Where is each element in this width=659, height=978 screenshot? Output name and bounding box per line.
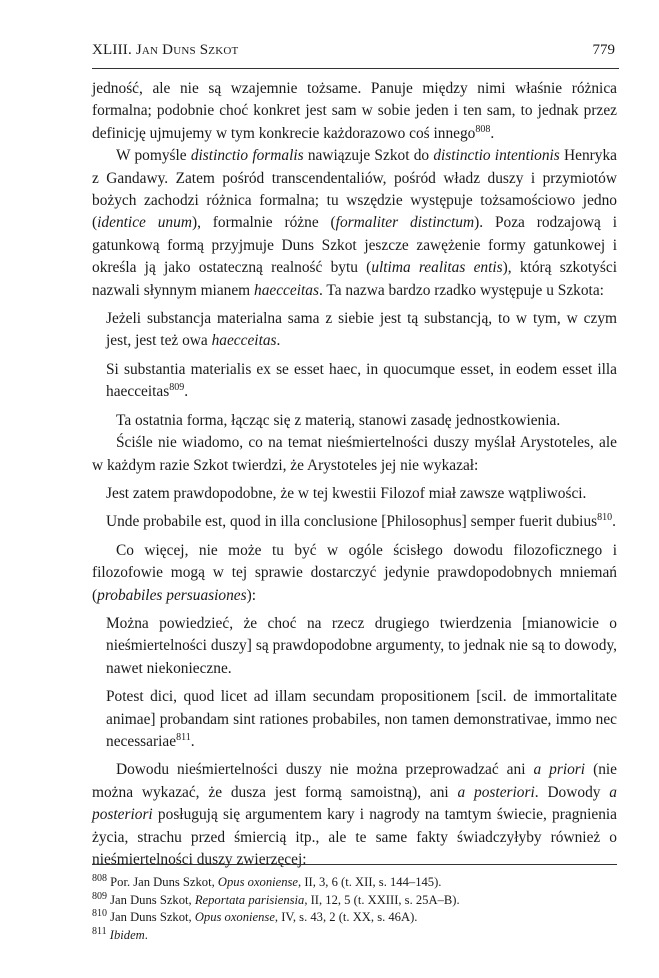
quote-polish: Jeżeli substancja materialna sama z siebie jest tą substancją, to w tym, w czym jest, jest też owa haecceitas.: [106, 310, 617, 350]
paragraph-6: Dowodu nieśmiertelności duszy nie można przeprowadzać ani a priori (nie można wykazać, że dusza jest formą samoistną), ani a posteriori. Dowody a posteriori posługują się argumentem kary i nagrody na tamtym świecie, pragnienia życia, strachu przed śmiercią itp., ale te same fakty świadczyłyby również o nieśmiertelności duszy zwierzęcej:: [92, 761, 617, 868]
running-head: XLIII. Jan Duns Szkot: [92, 42, 239, 58]
footnote-ref-808[interactable]: 808: [475, 123, 491, 135]
footnote-811: $^{811}$ Ibidem.: [92, 925, 148, 942]
footnotes: [92, 874, 617, 944]
footnote-810: $^{810}$ Jan Duns Szkot, Opus oxoniense, IV, s. 43, 2 (t. XX, s. 46A).: [92, 907, 418, 924]
quote-polish: Można powiedzieć, że choć na rzecz drugiego twierdzenia [mianowicie o nieśmiertelności duszy] są prawdopodobne argumenty, to jednak nie są to dowody, nawet niekonieczne.: [106, 614, 617, 677]
footnote-809: $^{809}$ Jan Duns Szkot, Reportata parisiensia, II, 12, 5 (t. XXIII, s. 25A–B).: [92, 890, 460, 907]
paragraph-5: Co więcej, nie może tu być w ogóle ścisłego dowodu filozoficznego i filozofowie mogą w tej sprawie dostarczyć jedynie prawdopodobnych mniemań (probabiles persuasiones):: [92, 541, 617, 604]
footnote-ref-809[interactable]: 809: [169, 382, 185, 394]
block-quote-1: [106, 308, 617, 404]
quote-latin: Unde probabile est, quod in illa conclusione [Philosophus] semper fuerit dubius$^{810}$.: [106, 512, 616, 531]
paragraph-3: Ta ostatnia forma, łącząc się z materią, stanowi zasadę jednostkowienia.: [116, 411, 561, 429]
paragraph-2: W pomyśle distinctio formalis nawiązuje Szkot do distinctio intentionis Henryka z Gandawy. Zatem pośród transcendentaliów, pośród władz duszy i przymiotów bożych zachodzi różnica formalna; tu wszędzie występuje tożsamościowo jedno (identice unum), formalnie różne (formaliter distinctum). Poza rodzajową i gatunkową formą przyjmuje Duns Szkot jeszcze zawężenie formy gatunkowej i określa ją jako ostateczną realność bytu (ultima realitas entis), którą szkotyści nazwali słynnym mianem haecceitas. Ta nazwa bardzo rzadko występuje u Szkota:: [92, 147, 618, 299]
quote-latin: Si substantia materialis ex se esset haec, in quocumque esset, in eodem esset illa haecceitas$^{809}$.: [106, 360, 617, 401]
page-header: [92, 38, 619, 69]
footnote-separator: [92, 864, 617, 865]
quote-latin: Potest dici, quod licet ad illam secundam propositionem [scil. de immortalitate animae] probandam sint rationes probabiles, non tamen demonstrativae, immo nec necessariae$^{811}$.: [106, 688, 617, 750]
paragraph-4: Ściśle nie wiadomo, co na temat nieśmiertelności duszy myślał Arystoteles, ale w każdym razie Szkot twierdzi, że Arystoteles jej nie wykazał:: [92, 434, 617, 474]
footnote-ref-810[interactable]: 810: [597, 512, 613, 524]
footnote-ref-811[interactable]: 811: [176, 731, 191, 743]
page-number: 779: [592, 42, 615, 58]
block-quote-3: [106, 613, 617, 753]
main-text: [92, 78, 617, 871]
footnote-808: $^{808}$ Por. Jan Duns Szkot, Opus oxoniense, II, 3, 6 (t. XII, s. 144–145).: [92, 872, 442, 889]
quote-polish: Jest zatem prawdopodobne, że w tej kwestii Filozof miał zawsze wątpliwości.: [106, 484, 587, 502]
paragraph-1: jedność, ale nie są wzajemnie tożsame. Panuje między nimi właśnie różnica formalna; podobnie choć konkret jest sam w sobie jeden i ten sam, to jednak przez definicję ujmujemy w tym konkrecie każdorazowo coś innego$^{808}$.: [92, 80, 617, 142]
block-quote-2: [106, 483, 617, 534]
